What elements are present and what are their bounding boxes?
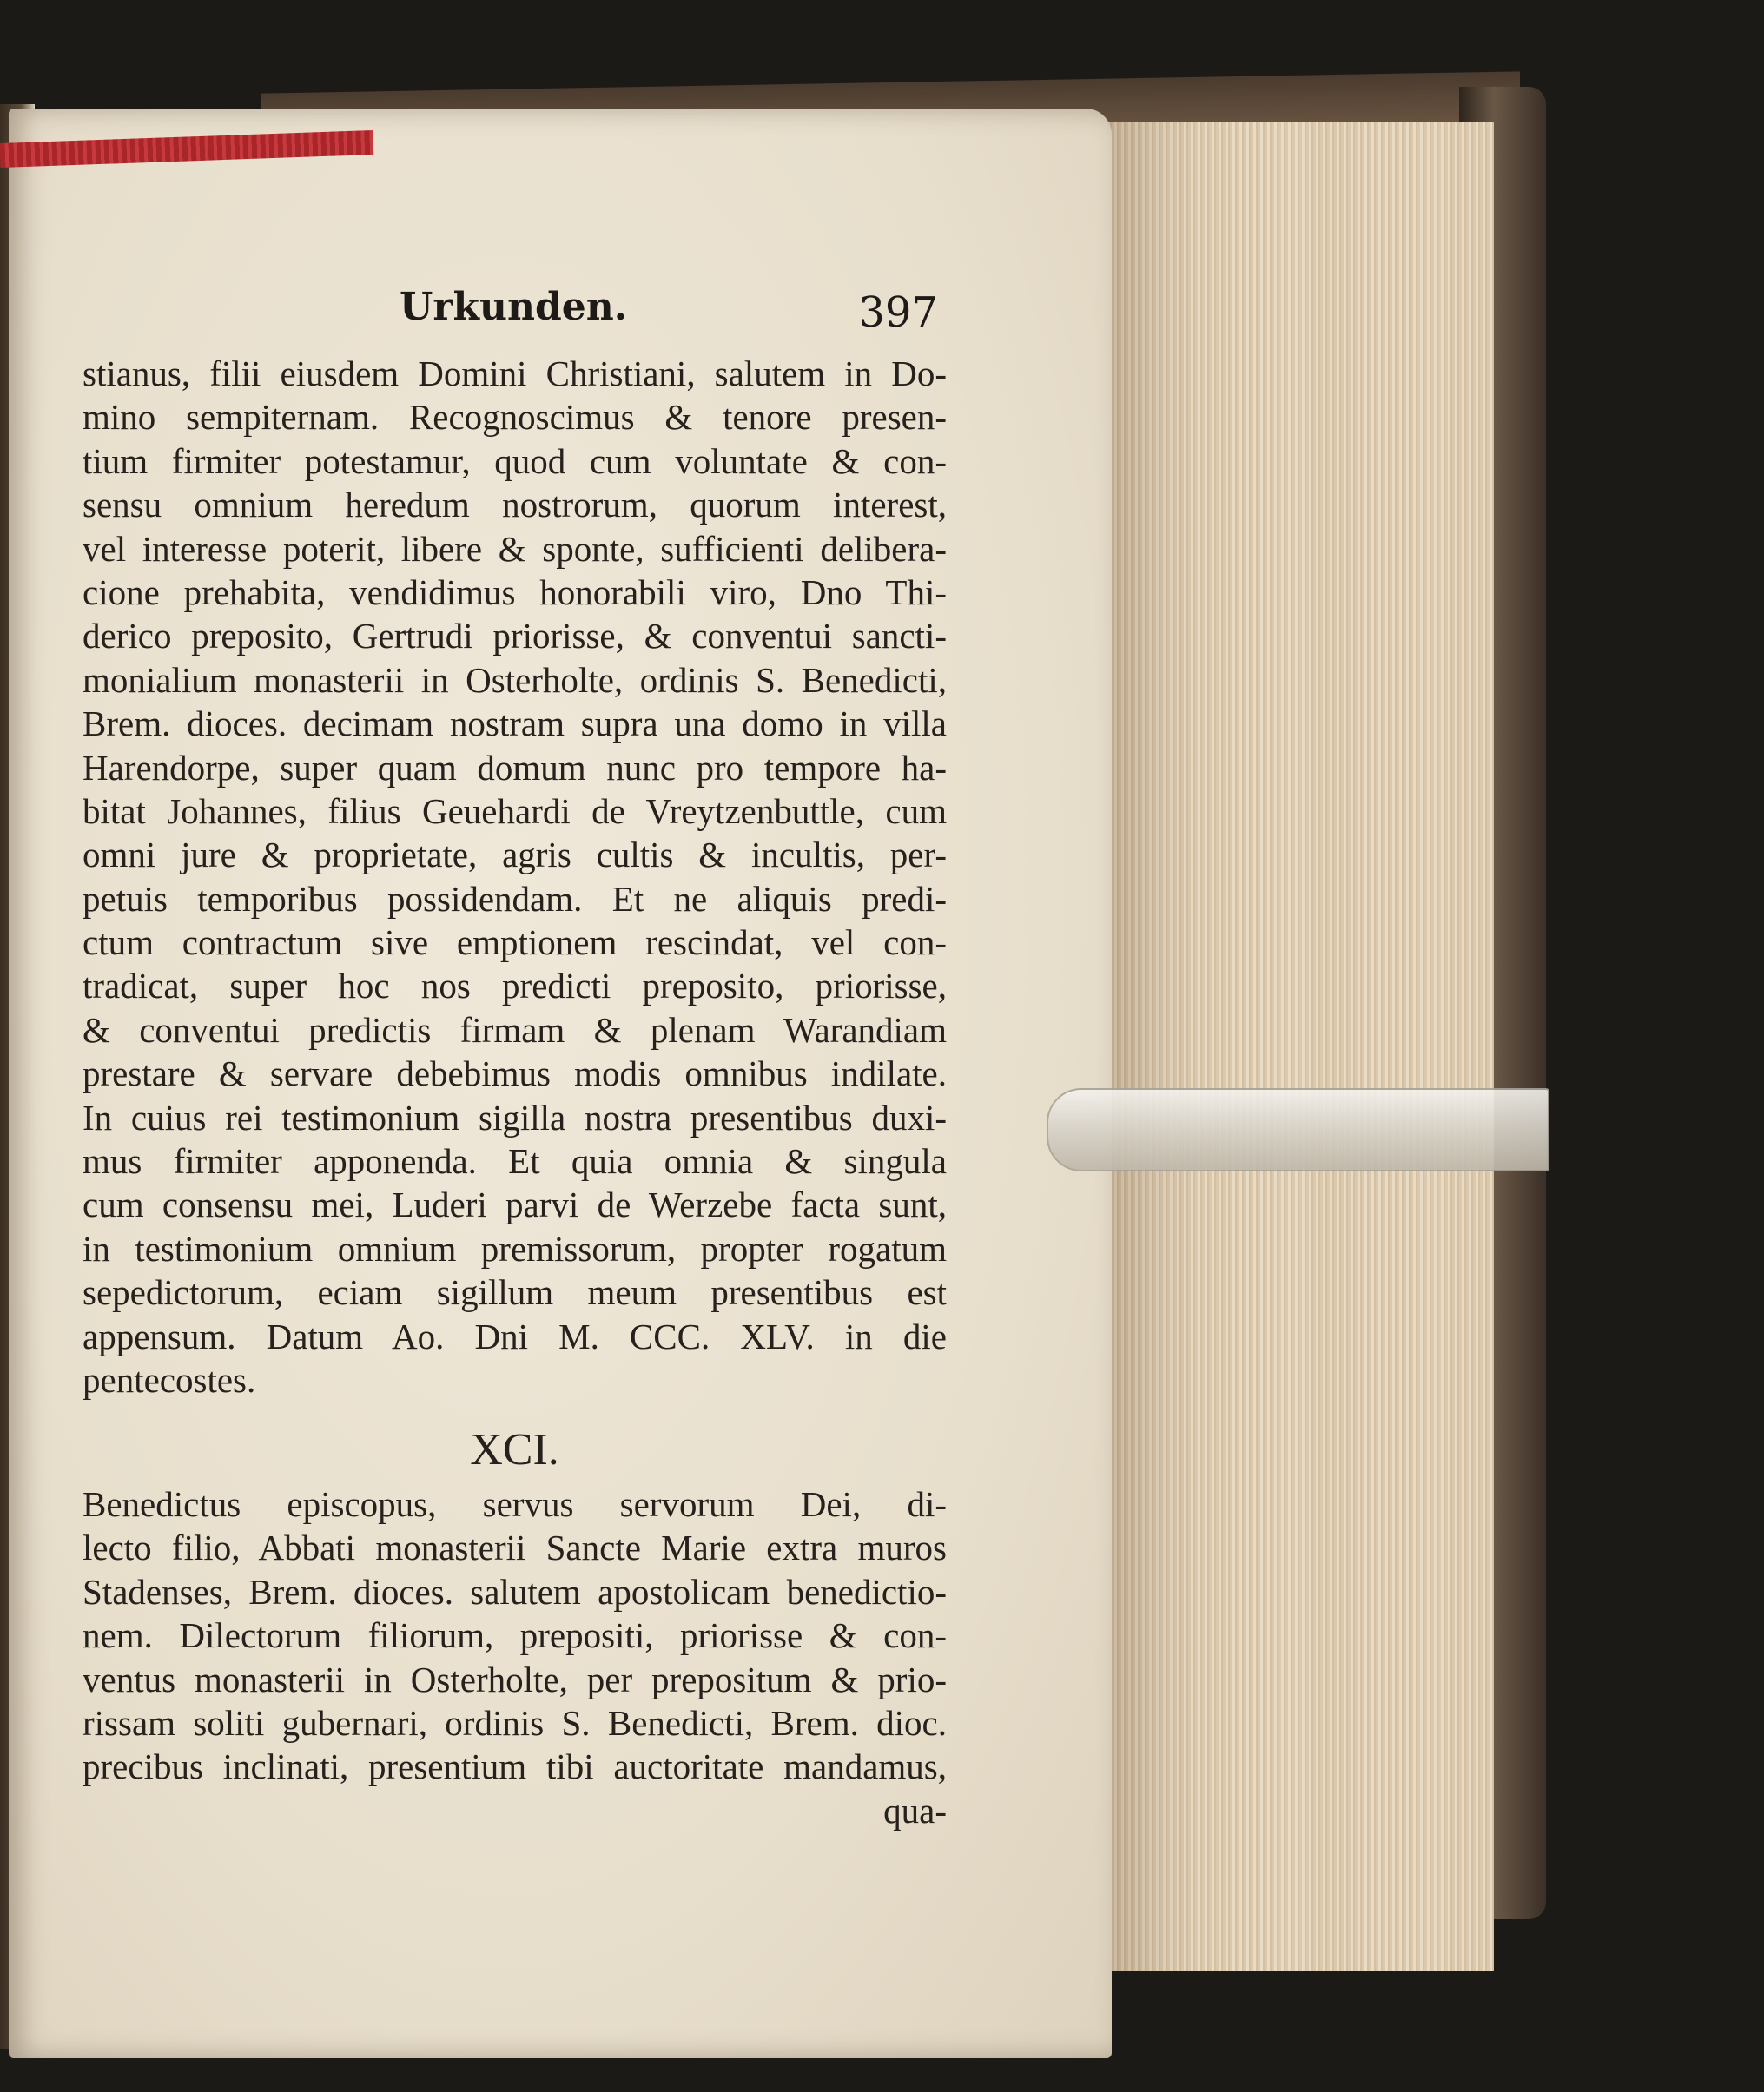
text-line: stianus, filii eiusdem Domini Christiani, salutem in Do- — [83, 353, 947, 393]
text-line: nem. Dilectorum filiorum, prepositi, priorisse & con- — [83, 1615, 947, 1656]
text-line: tium firmiter potestamur, quod cum voluntate & con- — [83, 440, 947, 481]
running-head: Urkunden. — [400, 285, 628, 329]
text-line: & conventui predictis firmam & plenam Warandiam — [83, 1009, 947, 1050]
text-line: In cuius rei testimonium sigilla nostra presentibus duxi- — [83, 1097, 947, 1138]
text-line: lecto filio, Abbati monasterii Sancte Marie extra muros — [83, 1528, 947, 1568]
text-line: appensum. Datum Ao. Dni M. CCC. XLV. in die — [83, 1316, 947, 1356]
page-number: 397 — [858, 288, 938, 337]
text-line: Brem. dioces. decimam nostram supra una domo in villa — [83, 703, 947, 744]
text-line: in testimonium omnium premissorum, propter rogatum — [83, 1228, 947, 1269]
text-line: pentecostes. — [83, 1359, 256, 1400]
text-line: vel interesse poterit, libere & sponte, sufficienti delibera- — [83, 528, 947, 569]
text-line: cum consensu mei, Luderi parvi de Werzebe facta sunt, — [83, 1185, 947, 1225]
catchword: qua- — [883, 1790, 947, 1831]
text-line: petuis temporibus possidendam. Et ne aliquis predi- — [83, 878, 947, 919]
text-line: sensu omnium heredum nostrorum, quorum interest, — [83, 485, 947, 525]
text-line: derico preposito, Gertrudi priorisse, & conventui sancti- — [83, 616, 947, 657]
text-line: bitat Johannes, filius Geuehardi de Vreytzenbuttle, cum — [83, 790, 947, 831]
text-line: sepedictorum, eciam sigillum meum presentibus est — [83, 1272, 947, 1313]
text-line: mino sempiternam. Recognoscimus & tenore presen- — [83, 397, 947, 438]
text-line: rissam soliti gubernari, ordinis S. Benedicti, Brem. dioc. — [83, 1702, 947, 1743]
text-line: cione prehabita, vendidimus honorabili viro, Dno Thi- — [83, 571, 947, 612]
glass-page-weight — [1047, 1088, 1549, 1171]
page-header — [400, 285, 938, 354]
charter-xci-text — [83, 1482, 947, 1832]
section-number: XCI. — [470, 1425, 559, 1475]
text-line: omni jure & proprietate, agris cultis & incultis, per- — [83, 835, 947, 875]
text-line: Stadenses, Brem. dioces. salutem apostolicam benedictio- — [83, 1571, 947, 1612]
text-line: tradicat, super hoc nos predicti preposito, priorisse, — [83, 966, 947, 1006]
text-line: monialium monasterii in Osterholte, ordinis S. Benedicti, — [83, 659, 947, 700]
text-line: Harendorpe, super quam domum nunc pro tempore ha- — [83, 747, 947, 788]
text-line: prestare & servare debebimus modis omnibus indilate. — [83, 1053, 947, 1094]
text-line: precibus inclinati, presentium tibi auctoritate mandamus, — [83, 1746, 947, 1787]
text-line: ventus monasterii in Osterholte, per prepositum & prio- — [83, 1659, 947, 1699]
charter-xc-text — [83, 352, 947, 1402]
text-line: ctum contractum sive emptionem rescindat, vel con- — [83, 922, 947, 963]
text-line: mus firmiter apponenda. Et quia omnia & singula — [83, 1141, 947, 1182]
text-line: Benedictus episcopus, servus servorum Dei, di- — [83, 1484, 947, 1524]
